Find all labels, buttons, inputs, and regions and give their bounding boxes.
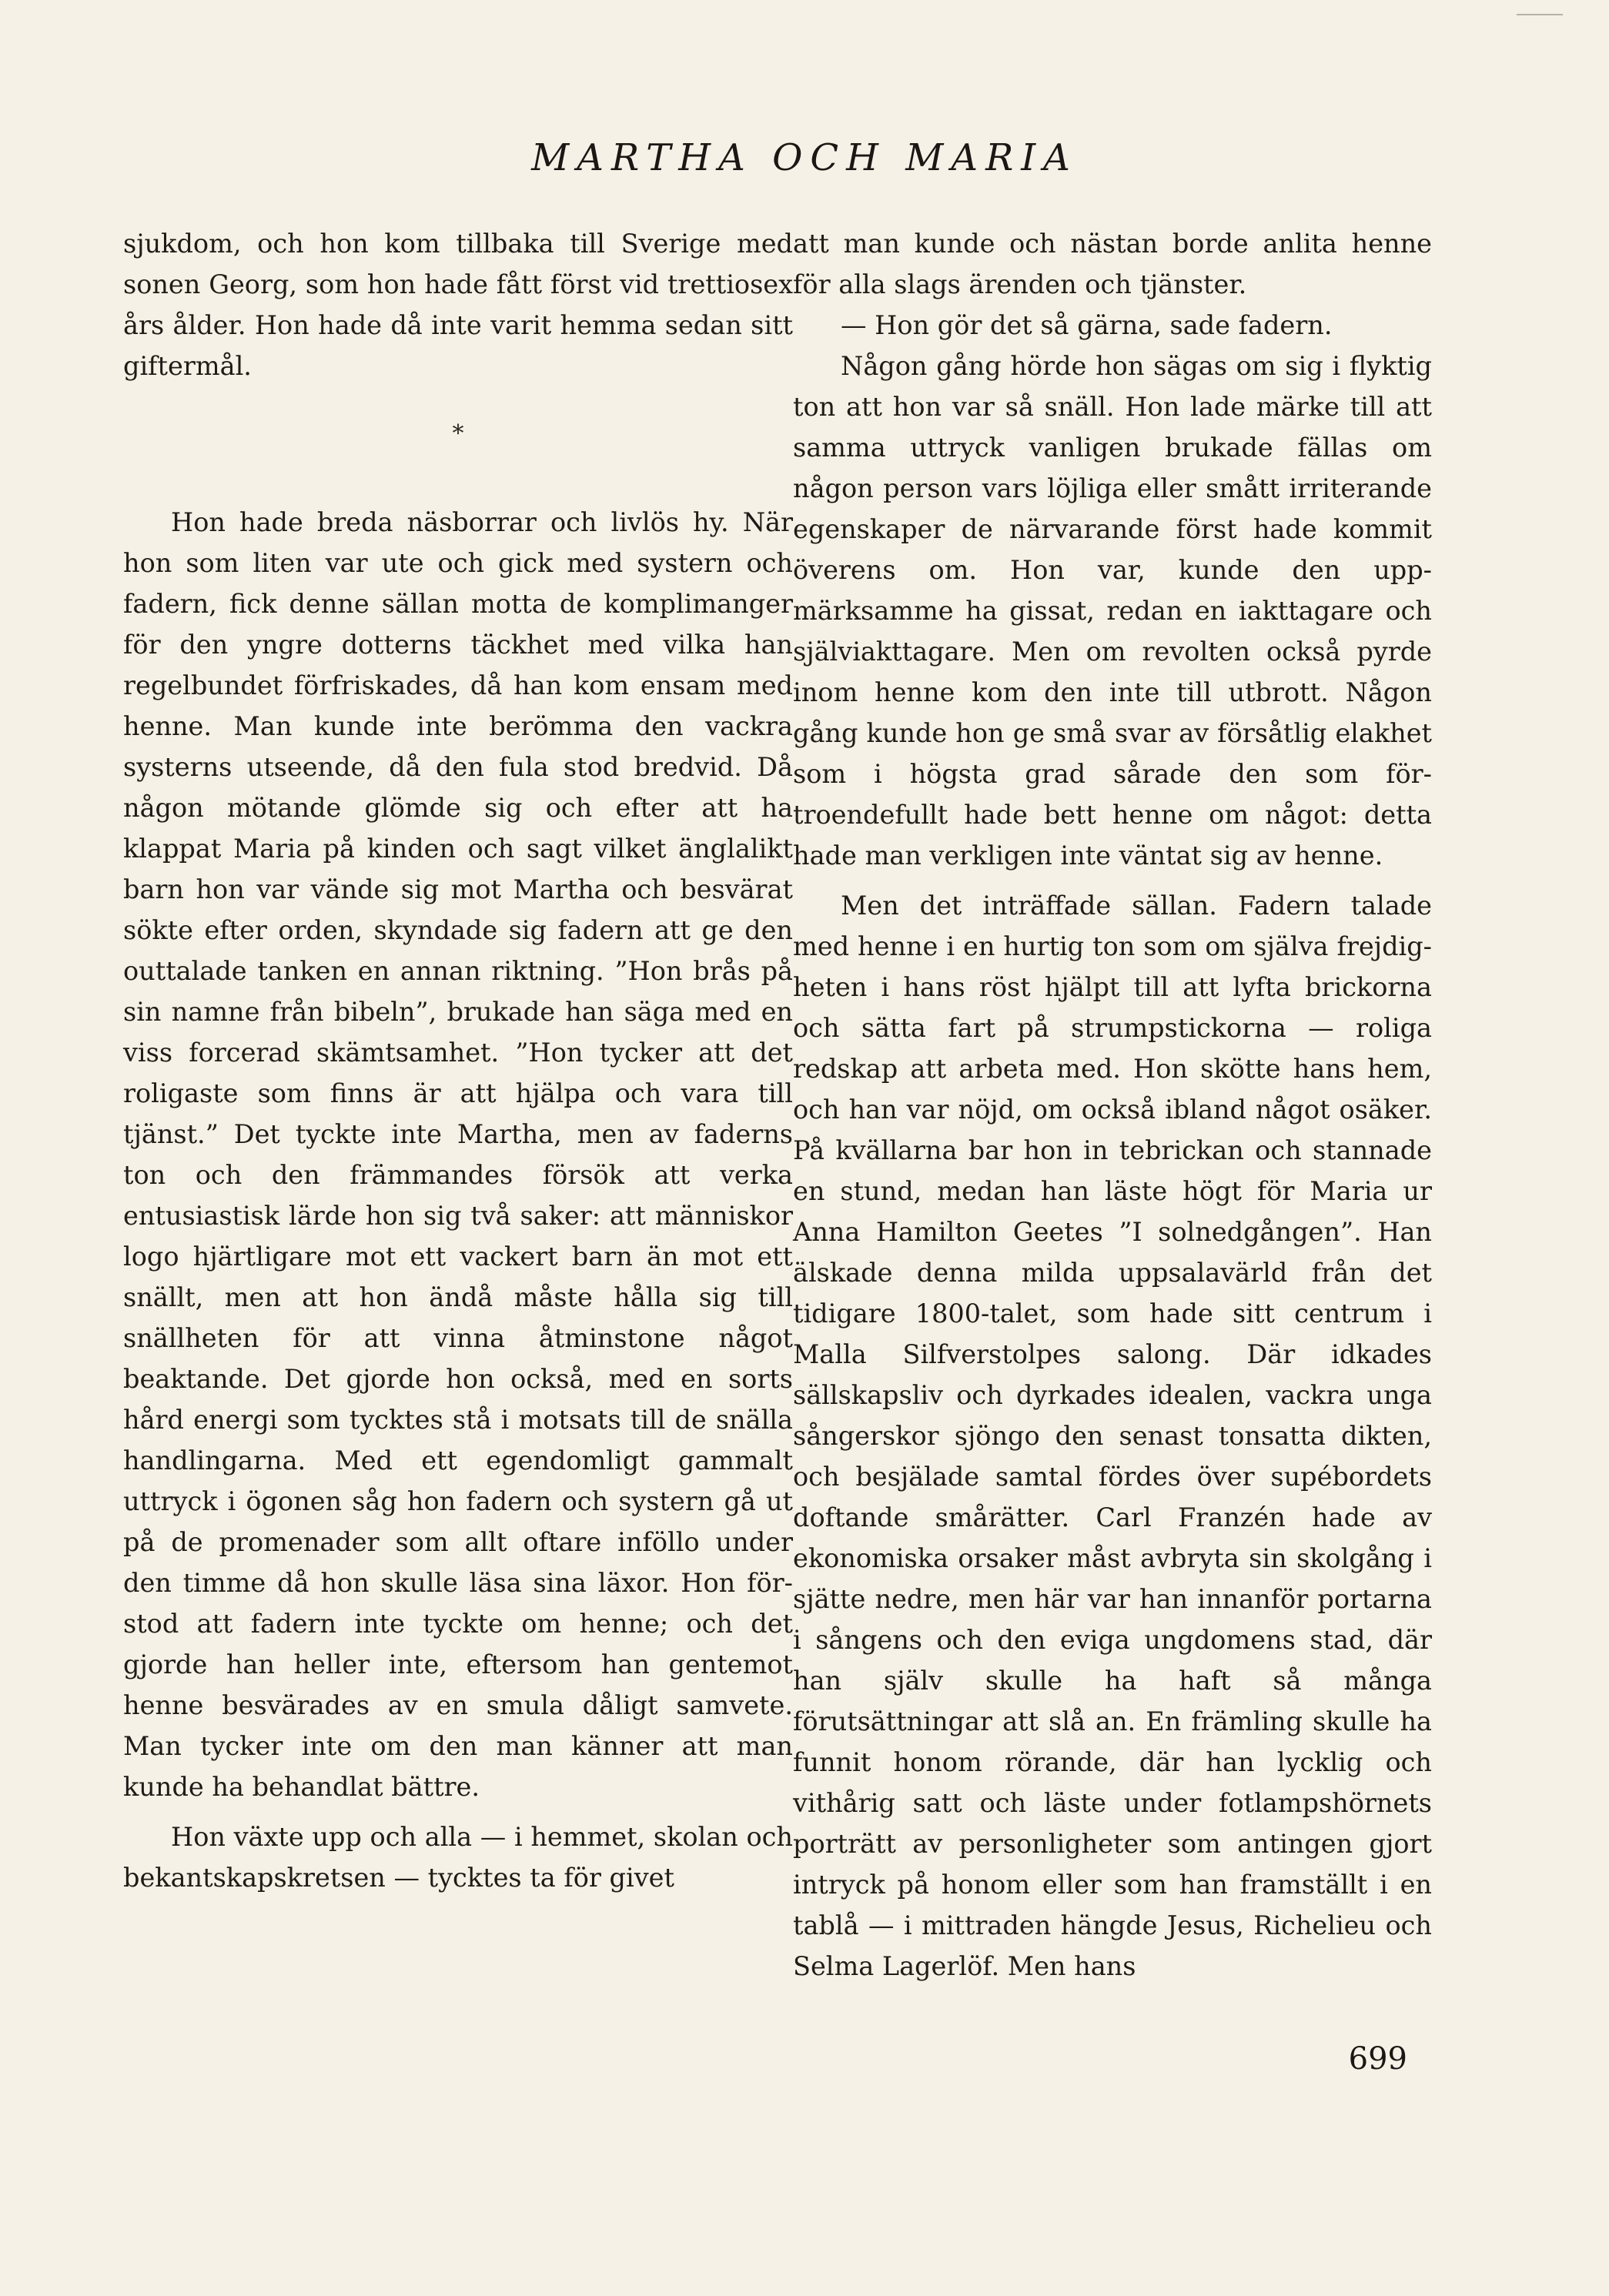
right-paragraph-2: — Hon gör det så gärna, sade fadern.: [841, 310, 1333, 340]
right-column: [793, 223, 1432, 1987]
right-paragraph-4: Men det inträffade sällan. Fadern talade med henne i en hurtig ton som om själva frejdigheten i hans röst hjälpt till att lyfta brickorna och sätta fart på strumpstickorna — roliga redskap att arbeta med. Hon skötte hans hem, och han var nöjd, om också ibland något osäker. På kvällarna bar hon in tebrickan och stannade en stund, medan han läste högt för Maria ur Anna Hamilton Geetes ”I solnedgången”. Han älskade denna milda uppsalavärld från det tidigare 1800-talet, som hade sitt centrum i Malla Silfverstolpes salong. Där idkades sällskapsliv och dyrkades idealen, vackra unga sångerskor sjöngo den senast tonsatta dikten, och besjälade samtal fördes över supébordets doftande smårätter. Carl Franzén hade av ekonomiska orsaker måst avbryta sin skolgång i sjätte nedre, men här var han innanför portarna i sångens och den eviga ungdomens stad, där han själv skulle ha haft så många förutsättningar att slå an. En främling skulle ha funnit honom rörande, där han lycklig och vithårig satt och läste under fotlampshörnets porträtt av personligheter som antingen gjort intryck på honom eller som han framställt i en tablå — i mittraden hängde Jesus, Richelieu och Selma Lagerlöf. Men hans: [793, 891, 1432, 1981]
right-paragraph-1: att man kunde och nästan borde anlita henne för alla slags ärenden och tjänster.: [793, 229, 1432, 299]
right-paragraph-3: Någon gång hörde hon sägas om sig i flyktig ton att hon var så snäll. Hon lade märke till att samma uttryck vanligen brukade fällas om någon person vars löjliga eller smått irriterande egenskaper de närvarande först hade kommit överens om. Hon var, kunde den uppmärksamme ha gissat, redan en iakttagare och själviakttagare. Men om revolten också pyrde inom henne kom den inte till utbrott. Någon gång kunde hon ge små svar av försåtlig elakhet som i högsta grad sårade den som förtroendefullt hade bett henne om något: detta hade man verkligen inte väntat sig av henne.: [793, 351, 1432, 871]
section-separator: *: [452, 420, 464, 447]
left-column: [123, 223, 793, 1898]
page-number: 699: [1348, 2041, 1407, 2077]
left-paragraph-1: sjukdom, och hon kom tillbaka till Sverige med sonen Georg, som hon hade fått först vid trettiosex års ålder. Hon hade då inte varit hemma sedan sitt giftermål.: [123, 229, 793, 381]
left-paragraph-2: Hon hade breda näsborrar och livlös hy. När hon som liten var ute och gick med systern och fadern, fick denne sällan motta de komplimanger för den yngre dotterns täckhet med vilka han regelbundet förfriskades, då han kom ensam med henne. Man kunde inte berömma den vackra systerns utseende, då den fula stod bredvid. Då någon mötande glömde sig och efter att ha klappat Maria på kinden och sagt vilket änglalikt barn hon var vände sig mot Martha och besvärat sökte efter orden, skyndade sig fadern att ge den outtalade tanken en annan riktning. ”Hon brås på sin namne från bibeln”, brukade han säga med en viss forcerad skämtsamhet. ”Hon tycker att det roligaste som finns är att hjälpa och vara till tjänst.” Det tyckte inte Martha, men av faderns ton och den främmandes försök att verka entusiastisk lärde hon sig två saker: att människor logo hjärtligare mot ett vackert barn än mot ett snällt, men att hon ändå måste hålla sig till snällheten för att vinna åtminstone något beaktande. Det gjorde hon också, med en sorts hård energi som tycktes stå i motsats till de snälla handlingarna. Med ett egendomligt gammalt uttryck i ögonen såg hon fadern och systern gå ut på de promenader som allt oftare inföllo under den timme då hon skulle läsa sina läxor. Hon förstod att fadern inte tyckte om henne; och det gjorde han heller inte, eftersom han gentemot henne besvärades av en smula dåligt samvete. Man tycker inte om den man känner att man kunde ha behandlat bättre.: [123, 507, 793, 1802]
left-paragraph-3: Hon växte upp och alla — i hemmet, skolan och bekantskapskretsen — tycktes ta för givet: [123, 1822, 793, 1893]
scan-edge-mark: [1517, 14, 1563, 15]
running-title: MARTHA OCH MARIA: [531, 136, 1078, 179]
